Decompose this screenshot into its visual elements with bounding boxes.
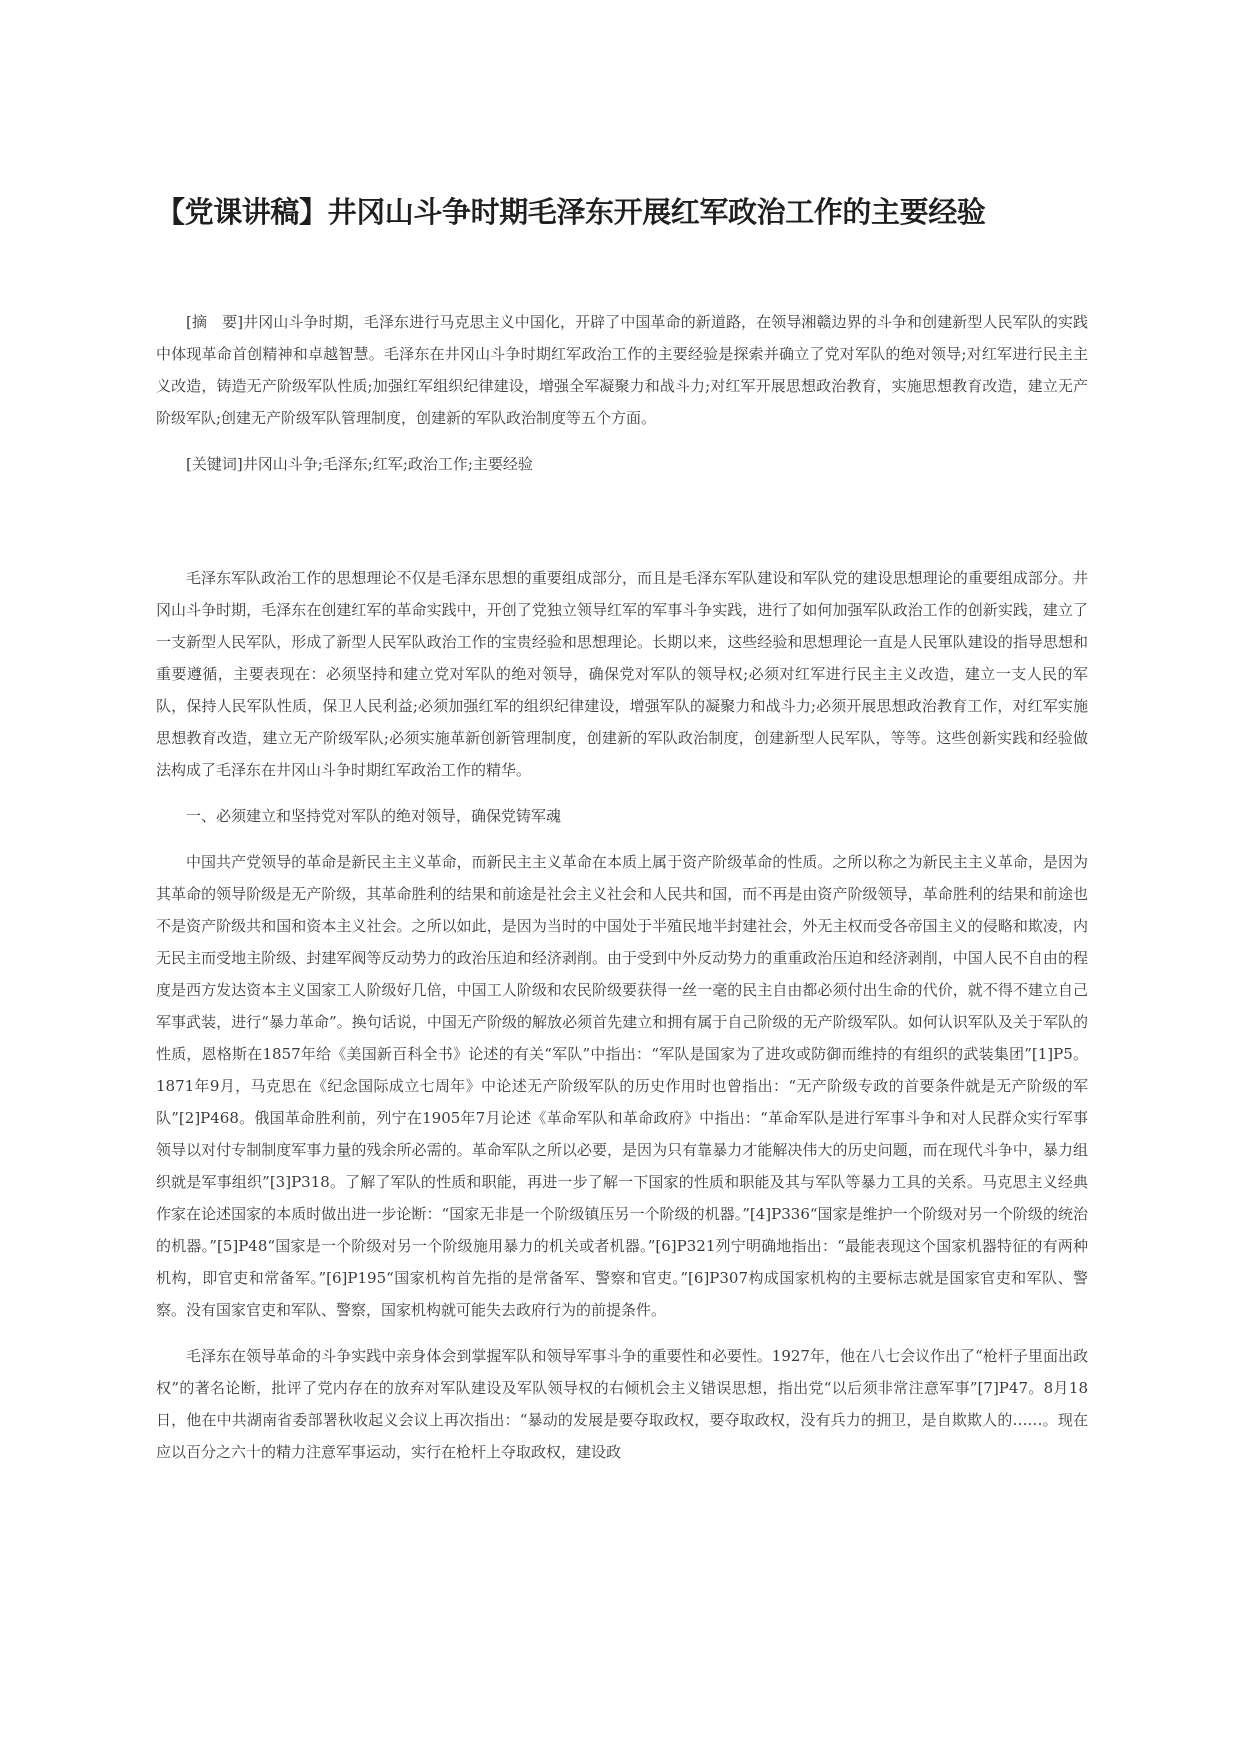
keywords-paragraph: [关键词]井冈山斗争;毛泽东;红军;政治工作;主要经验 [186, 455, 533, 473]
document-title: 【党课讲稿】井冈山斗争时期毛泽东开展红军政治工作的主要经验 [156, 195, 986, 229]
body-paragraph: 中国共产党领导的革命是新民主主义革命，而新民主主义革命在本质上属于资产阶级革命的性质。之所以称之为新民主主义革命，是因为其革命的领导阶级是无产阶级，其革命胜利的结果和前途是社会主义社会和人民共和国，而不再是由资产阶级领导，革命胜利的结果和前途也不是资产阶级共和国和资本主义社会。之所以如此，是因为当时的中国处于半殖民地半封建社会，外无主权而受各帝国主义的侵略和欺凌，内无民主而受地主阶级、封建军阀等反动势力的政治压迫和经济剥削。由于受到中外反动势力的重重政治压迫和经济剥削，中国人民不自由的程度是西方发达资本主义国家工人阶级好几倍，中国工人阶级和农民阶级要获得一丝一毫的民主自由都必须付出生命的代价，就不得不建立自己军事武装，进行“暴力革命”。换句话说，中国无产阶级的解放必须首先建立和拥有属于自己阶级的无产阶级军队。如何认识军队及关于军队的性质，恩格斯在1857年给《美国新百科全书》论述的有关“军队”中指出：“军队是国家为了进攻或防御而维持的有组织的武装集团”[1]P5。1871年9月，马克思在《纪念国际成立七周年》中论述无产阶级军队的历史作用时也曾指出：“无产阶级专政的首要条件就是无产阶级的军队”[2]P468。俄国革命胜利前，列宁在1905年7月论述《革命军队和革命政府》中指出：“革命军队是进行军事斗争和对人民群众实行军事领导以对付专制制度军事力量的残余所必需的。革命军队之所以必要，是因为只有靠暴力才能解决伟大的历史问题，而在现代斗争中，暴力组织就是军事组织”[3]P318。了解了军队的性质和职能，再进一步了解一下国家的性质和职能及其与军队等暴力工具的关系。马克思主义经典作家在论述国家的本质时做出进一步论断：“国家无非是一个阶级镇压另一个阶级的机器。”[4]P336“国家是维护一个阶级对另一个阶级的统治的机器。”[5]P48“国家是一个阶级对另一个阶级施用暴力的机关或者机器。”[6]P321列宁明确地指出：“最能表现这个国家机器特征的有两种机构，即官吏和常备军。”[6]P195“国家机构首先指的是常备军、警察和官吏。”[6]P307构成国家机构的主要标志就是国家官吏和军队、警察。没有国家官吏和军队、警察，国家机构就可能失去政府行为的前提条件。 [156, 853, 1088, 1319]
intro-paragraph: 毛泽东军队政治工作的思想理论不仅是毛泽东思想的重要组成部分，而且是毛泽东军队建设和军队党的建设思想理论的重要组成部分。井冈山斗争时期，毛泽东在创建红军的革命实践中，开创了党独立领导红军的军事斗争实践，进行了如何加强军队政治工作的创新实践，建立了一支新型人民军队，形成了新型人民军队政治工作的宝贵经验和思想理论。长期以来，这些经验和思想理论一直是人民軍队建设的指导思想和重要遵循，主要表现在：必须坚持和建立党对军队的绝对领导，确保党对军队的领导权;必须对红军进行民主主义改造，建立一支人民的军队，保持人民军队性质，保卫人民利益;必须加强红军的组织纪律建设，增强军队的凝聚力和战斗力;必须开展思想政治教育工作，对红军实施思想教育改造，建立无产阶级军队;必须实施革新创新管理制度，创建新的军队政治制度，创建新型人民军队，等等。这些创新实践和经验做法构成了毛泽东在井冈山斗争时期红军政治工作的精华。 [156, 569, 1088, 779]
abstract-paragraph: [摘 要]井冈山斗争时期，毛泽东进行马克思主义中国化，开辟了中国革命的新道路，在领导湘赣边界的斗争和创建新型人民军队的实践中体现革命首创精神和卓越智慧。毛泽东在井冈山斗争时期红军政治工作的主要经验是探索并确立了党对军队的绝对领导;对红军进行民主主义改造，铸造无产阶级军队性质;加强红军组织纪律建设，增强全军凝聚力和战斗力;对红军开展思想政治教育，实施思想教育改造，建立无产阶级军队;创建无产阶级军队管理制度，创建新的军队政治制度等五个方面。 [156, 313, 1088, 427]
document-body [156, 306, 1088, 1482]
section-heading: 一、必须建立和坚持党对军队的绝对领导，确保党铸军魂 [186, 807, 562, 825]
body-paragraph: 毛泽东在领导革命的斗争实践中亲身体会到掌握军队和领导军事斗争的重要性和必要性。1927年，他在八七会议作出了“枪杆子里面出政权”的著名论断，批评了党内存在的放弃对军队建设及军队领导权的右倾机会主义错误思想，指出党“以后须非常注意军事”[7]P47。8月18日，他在中共湖南省委部署秋收起义会议上再次指出：“暴动的发展是要夺取政权，要夺取政权，没有兵力的拥卫，是自欺欺人的……。现在应以百分之六十的精力注意军事运动，实行在枪杆上夺取政权，建设政 [156, 1347, 1088, 1461]
